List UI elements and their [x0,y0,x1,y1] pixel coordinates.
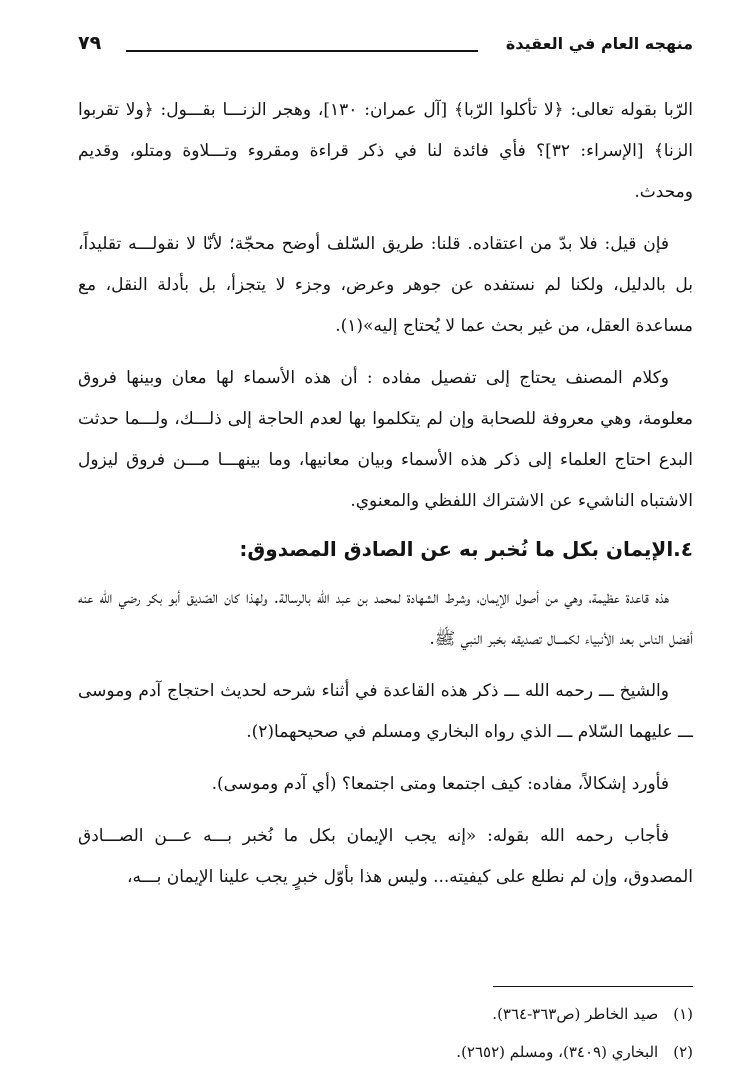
paragraph: هذه قاعدة عظيمة، وهي من أصول الإيمان، وشرط الشهادة لمحمد بن عبد الله بالرسالة. ولهذا كان الصّديق أبو بكر رضي الله عنه أفضل الناس بعد الأنبياء لكمـــال تصديقه بخبر النبي ﷺ. [78,588,693,649]
paragraph: والشيخ ـــ رحمه الله ـــ ذكر هذه القاعدة في أثناء شرحه لحديث احتجاج آدم وموسى ـــ عليهما السّلام ـــ الذي رواه البخاري ومسلم في صحيحهما(٢). [78,681,693,742]
paragraph: فأجاب رحمه الله بقوله: «إنه يجب الإيمان بكل ما نُخبر بـــه عـــن الصـــادق المصدوق، وإن لم نطلع على كيفيته... وليس هذا بأوّل خبرٍ يجب علينا الإيمان بـــه، [78,826,693,887]
footnote-mark: (٢) [673,1043,693,1061]
paragraph: وكلام المصنف يحتاج إلى تفصيل مفاده : أن هذه الأسماء لها معان وبينها فروق معلومة، وهي معروفة للصحابة وإن لم يتكلموا بها لعدم الحاجة إلى ذلـــك، ولـــما حدثت البدع احتاج العلماء إلى ذكر هذه الأسماء وبيان معانيها، وما بينهـــا مـــن فروق ليزول الاشتباه الناشيء عن الاشتراك اللفظي والمعنوي. [78,368,693,511]
footnote-text: صيد الخاطر (ص٣٦٣-٣٦٤). [492,1005,659,1023]
footnote [78,1033,693,1071]
section-heading: ٤.الإيمان بكل ما نُخبر به عن الصادق المصدوق: [239,537,693,561]
main-text [78,90,693,898]
running-title: منهجه العام في العقيدة [505,34,693,53]
paragraph: فإن قيل: فلا بدّ من اعتقاده. قلنا: طريق السّلف أوضح محجّة؛ لأنّا لا نقولـــه تقليداً، بل بالدليل، ولكنا لم نستفده عن جوهر وعرض، وجزء لا يتجزأ، بل بأدلة النقل، مع مساعدة العقل، من غير بحث عما لا يُحتاج إليه»(١). [78,234,693,336]
footnote-mark: (١) [673,1005,693,1023]
paragraph: الرّبا بقوله تعالى: ﴿لا تأكلوا الرّبا﴾ [آل عمران: ١٣٠]، وهجر الزنـــا بقـــول: ﴿ولا تقربوا الزنا﴾ [الإسراء: ٣٢]؟ فأي فائدة لنا في ذكر قراءة ومقروء وتـــلاوة ومتلو، وقديم ومحدث. [78,100,694,202]
footnote-text: البخاري (٣٤٠٩)، ومسلم (٢٦٥٢). [456,1043,659,1061]
footnote [78,995,693,1033]
page-header [78,30,693,64]
header-rule [126,50,478,52]
footnote-separator [493,986,693,987]
paragraph: فأورد إشكالاً، مفاده: كيف اجتمعا ومتى اجتمعا؟ (أي آدم وموسى). [211,774,669,794]
page-number: ٧٩ [78,32,102,54]
footnotes [78,986,693,1071]
